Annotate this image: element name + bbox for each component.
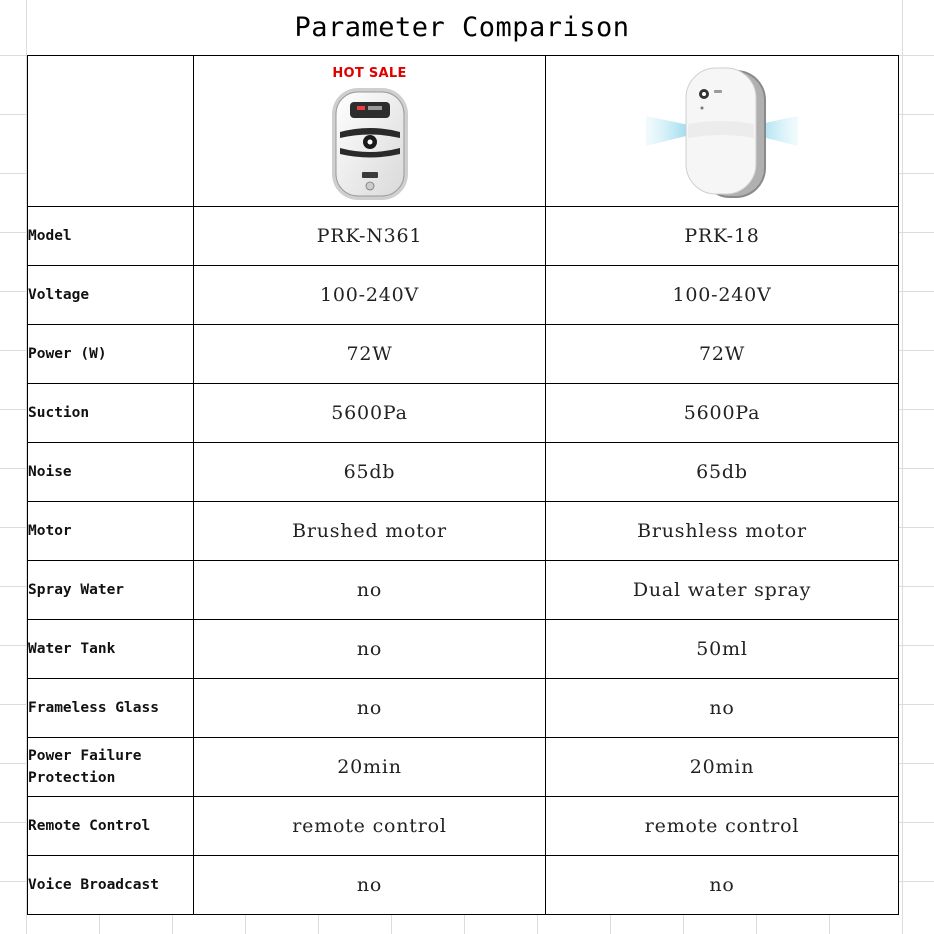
cell-value: PRK-N361 [194, 207, 546, 266]
cell-value: remote control [546, 797, 899, 856]
row-label: Frameless Glass [28, 679, 194, 738]
table-row [28, 325, 899, 384]
cell-value: no [546, 856, 899, 915]
table-row [28, 561, 899, 620]
cell-value: 20min [546, 738, 899, 797]
cell-value: Brushless motor [546, 502, 899, 561]
cell-value: no [194, 561, 546, 620]
cell-value: 5600Pa [546, 384, 899, 443]
table-row [28, 679, 899, 738]
row-label: Power (W) [28, 325, 194, 384]
cell-value: 5600Pa [194, 384, 546, 443]
table-row [28, 266, 899, 325]
cell-value: remote control [194, 797, 546, 856]
table-row [28, 620, 899, 679]
cell-value: no [546, 679, 899, 738]
cell-value: Brushed motor [194, 502, 546, 561]
row-label: Spray Water [28, 561, 194, 620]
row-label: Model [28, 207, 194, 266]
window-cleaning-robot-square-icon [320, 84, 420, 204]
page-title: Parameter Comparison [27, 0, 897, 56]
cell-value: 65db [546, 443, 899, 502]
cell-value: 100-240V [546, 266, 899, 325]
corner-cell [28, 56, 194, 207]
table-row [28, 502, 899, 561]
cell-value: 50ml [546, 620, 899, 679]
row-label: Power Failure Protection [28, 738, 194, 797]
row-label: Suction [28, 384, 194, 443]
cell-value: PRK-18 [546, 207, 899, 266]
row-label: Motor [28, 502, 194, 561]
cell-value: 72W [546, 325, 899, 384]
comparison-table [27, 55, 899, 915]
table-row [28, 207, 899, 266]
row-label: Remote Control [28, 797, 194, 856]
table-row [28, 738, 899, 797]
product-image-row [28, 56, 899, 207]
cell-value: 20min [194, 738, 546, 797]
cell-value: no [194, 856, 546, 915]
product-cell-prk-18 [546, 56, 899, 207]
window-cleaning-robot-spray-icon [642, 64, 802, 204]
row-label: Noise [28, 443, 194, 502]
cell-value: no [194, 620, 546, 679]
cell-value: 72W [194, 325, 546, 384]
table-row [28, 856, 899, 915]
hot-sale-badge: HOT SALE [332, 66, 407, 81]
row-label: Voice Broadcast [28, 856, 194, 915]
table-row [28, 384, 899, 443]
row-label: Water Tank [28, 620, 194, 679]
table-row [28, 797, 899, 856]
cell-value: Dual water spray [546, 561, 899, 620]
table-row [28, 443, 899, 502]
row-label: Voltage [28, 266, 194, 325]
cell-value: no [194, 679, 546, 738]
cell-value: 100-240V [194, 266, 546, 325]
product-cell-prk-n361 [194, 56, 546, 207]
cell-value: 65db [194, 443, 546, 502]
